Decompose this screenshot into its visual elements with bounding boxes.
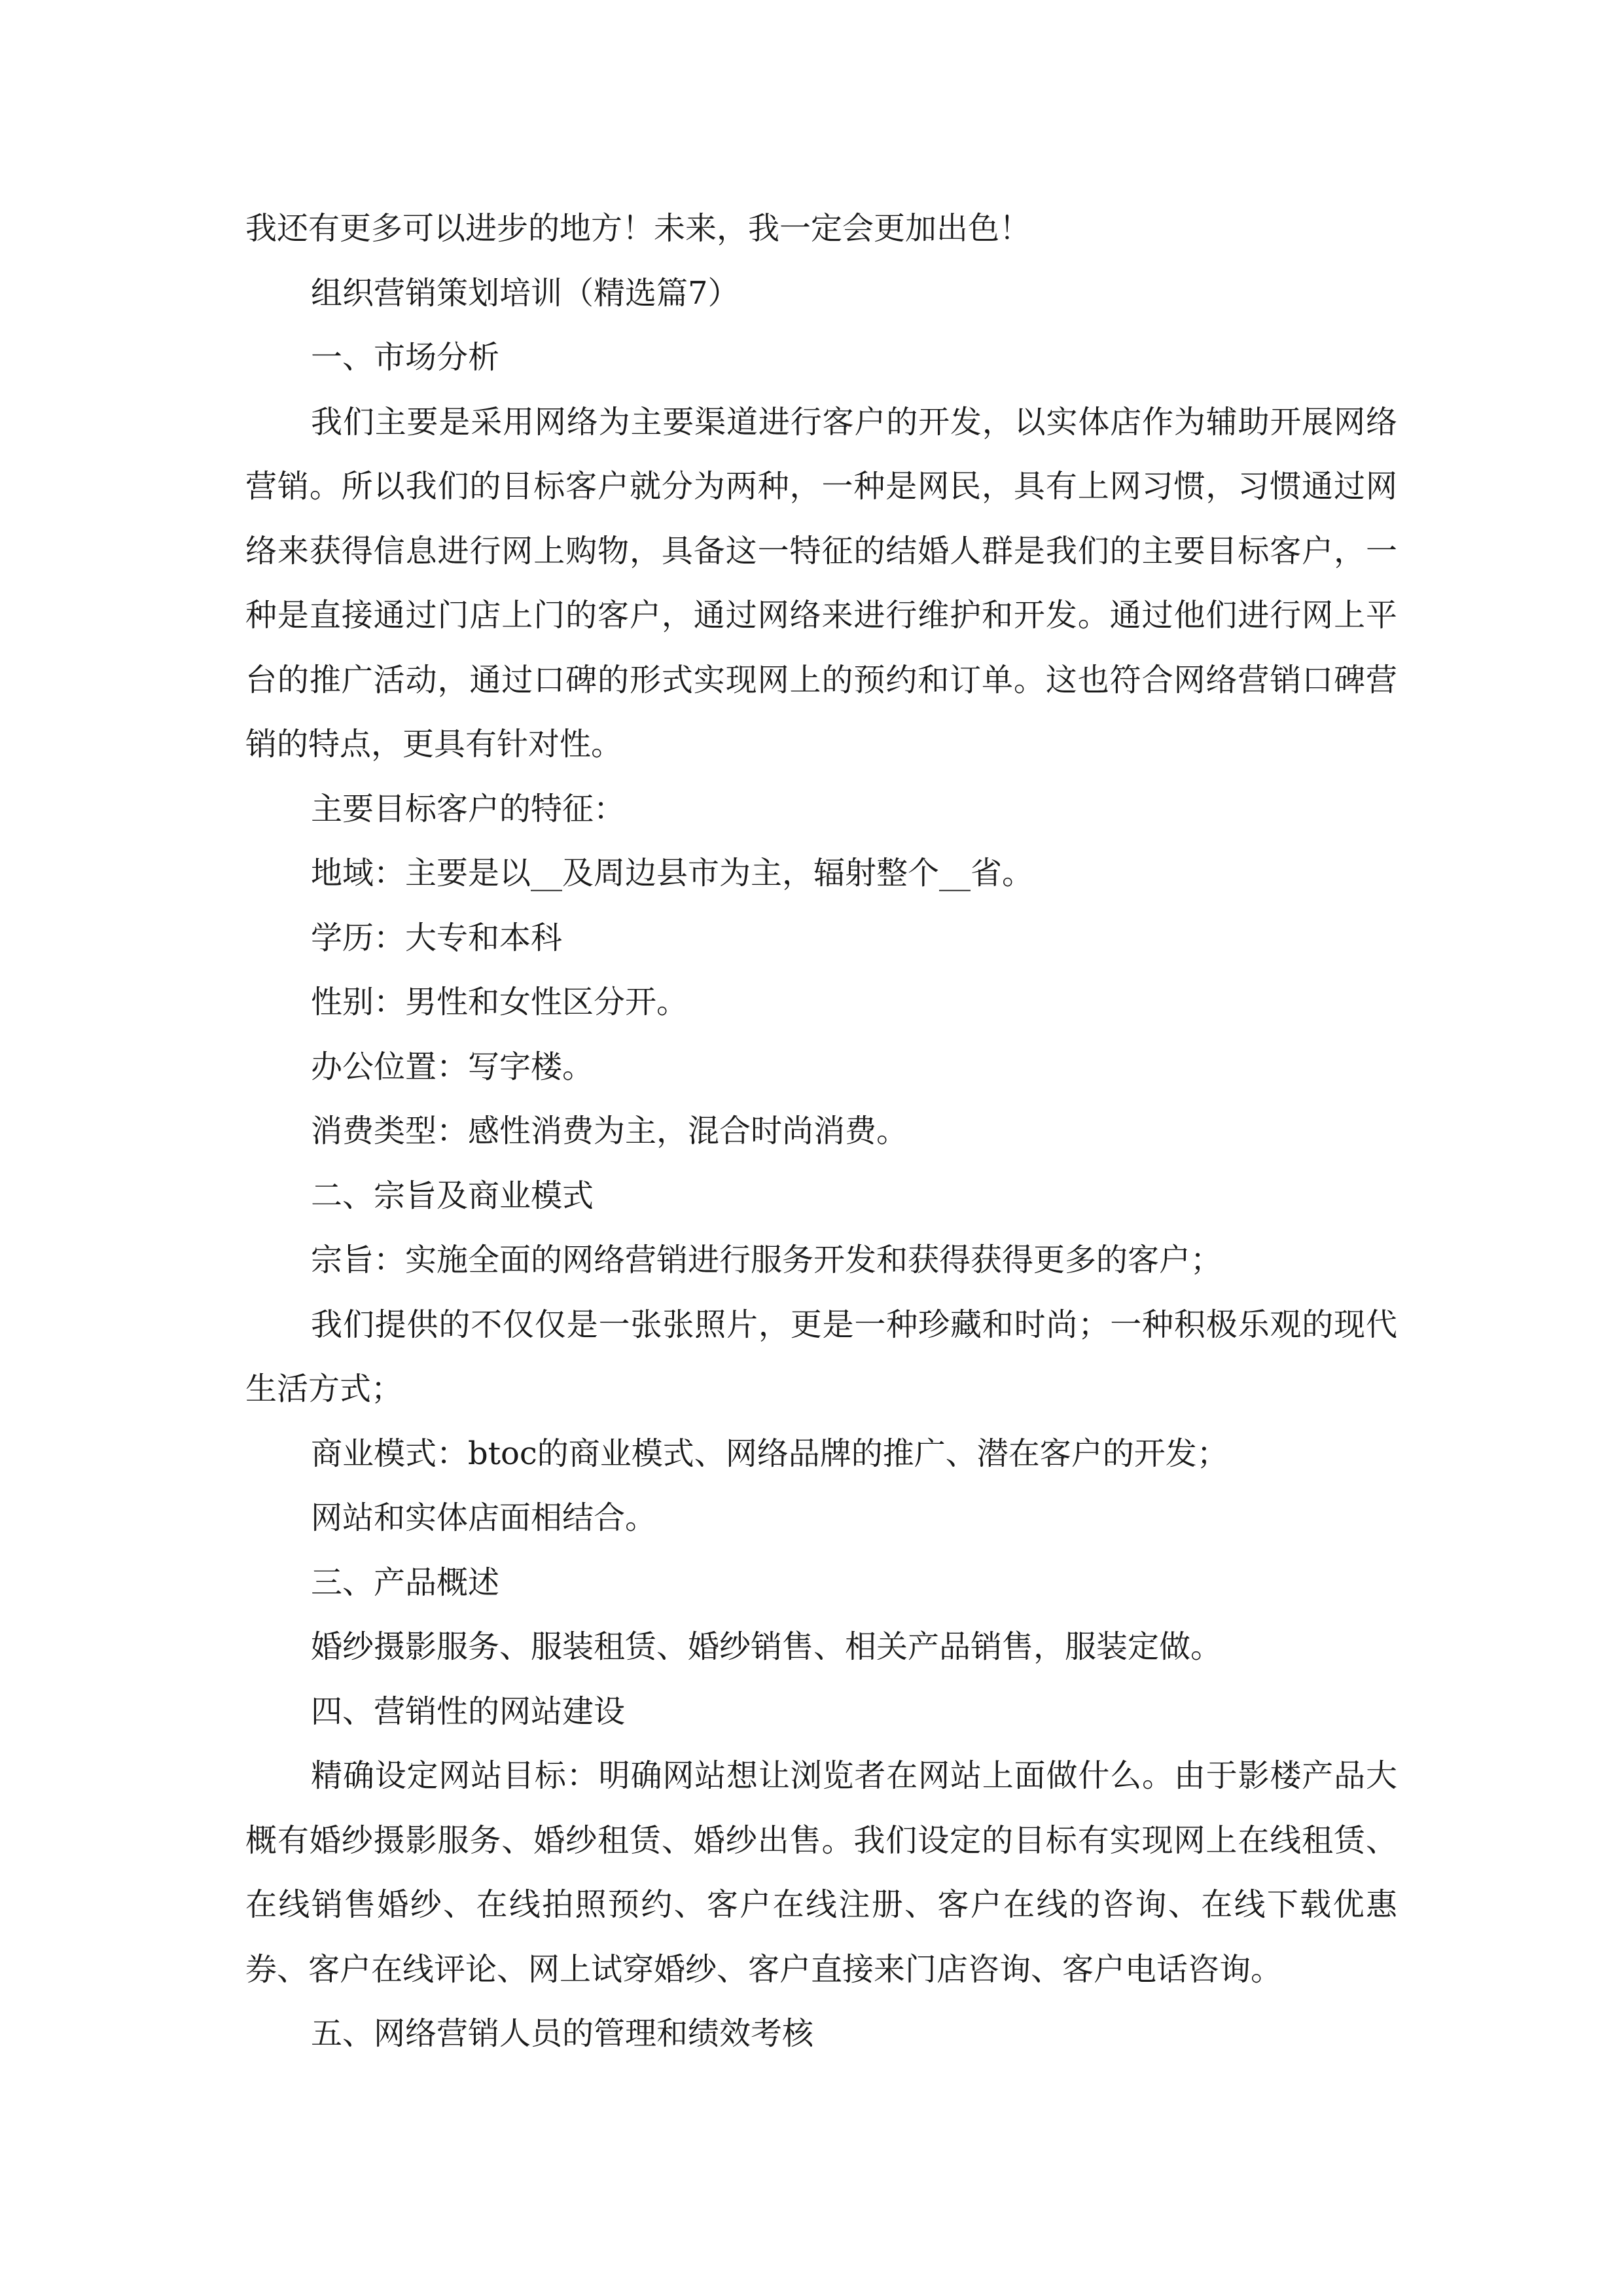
paragraph-website: 精确设定网站目标：明确网站想让浏览者在网站上面做什么。由于影楼产品大概有婚纱摄影服务、婚纱租赁、婚纱出售。我们设定的目标有实现网上在线租赁、在线销售婚纱、在线拍照预约、客户在线注册、客户在线的咨询、在线下载优惠券、客户在线评论、网上试穿婚纱、客户直接来门店咨询、客户电话咨询。 bbox=[245, 1757, 1397, 1988]
closing-line: 我还有更多可以进步的地方！未来，我一定会更加出色！ bbox=[245, 210, 1031, 247]
paragraph-offering: 我们提供的不仅仅是一张张照片，更是一种珍藏和时尚；一种积极乐观的现代生活方式； bbox=[245, 1306, 1397, 1407]
paragraph-purpose: 宗旨：实施全面的网络营销进行服务开发和获得获得更多的客户； bbox=[311, 1242, 1222, 1278]
heading-purpose-model: 二、宗旨及商业模式 bbox=[311, 1177, 594, 1214]
paragraph-online-offline: 网站和实体店面相结合。 bbox=[311, 1499, 657, 1536]
feature-gender: 性别：男性和女性区分开。 bbox=[311, 984, 688, 1020]
paragraph-market-analysis: 我们主要是采用网络为主要渠道进行客户的开发，以实体店作为辅助开展网络营销。所以我们的目标客户就分为两种，一种是网民，具有上网习惯，习惯通过网络来获得信息进行网上购物，具备这一特征的结婚人群是我们的主要目标客户，一种是直接通过门店上门的客户，通过网络来进行维护和开发。通过他们进行网上平台的推广活动，通过口碑的形式实现网上的预约和订单。这也符合网络营销口碑营销的特点，更具有针对性。 bbox=[245, 403, 1397, 762]
heading-product-overview: 三、产品概述 bbox=[311, 1564, 500, 1601]
feature-region: 地域：主要是以__及周边县市为主，辐射整个__省。 bbox=[311, 855, 1034, 891]
paragraph-products: 婚纱摄影服务、服装租赁、婚纱销售、相关产品销售，服装定做。 bbox=[311, 1628, 1222, 1665]
feature-office: 办公位置：写字楼。 bbox=[311, 1048, 594, 1085]
heading-staff-management: 五、网络营销人员的管理和绩效考核 bbox=[311, 2015, 814, 2052]
feature-consumption: 消费类型：感性消费为主，混合时尚消费。 bbox=[311, 1113, 908, 1149]
heading-website: 四、营销性的网站建设 bbox=[311, 1693, 626, 1730]
heading-market-analysis: 一、市场分析 bbox=[311, 339, 500, 376]
paragraph-business-model: 商业模式：btoc的商业模式、网络品牌的推广、潜在客户的开发； bbox=[311, 1435, 1228, 1472]
subheading-target-features: 主要目标客户的特征： bbox=[311, 790, 626, 827]
section-title: 组织营销策划培训（精选篇7） bbox=[311, 274, 740, 312]
document-body bbox=[245, 196, 1397, 2066]
feature-education: 学历：大专和本科 bbox=[311, 919, 563, 956]
